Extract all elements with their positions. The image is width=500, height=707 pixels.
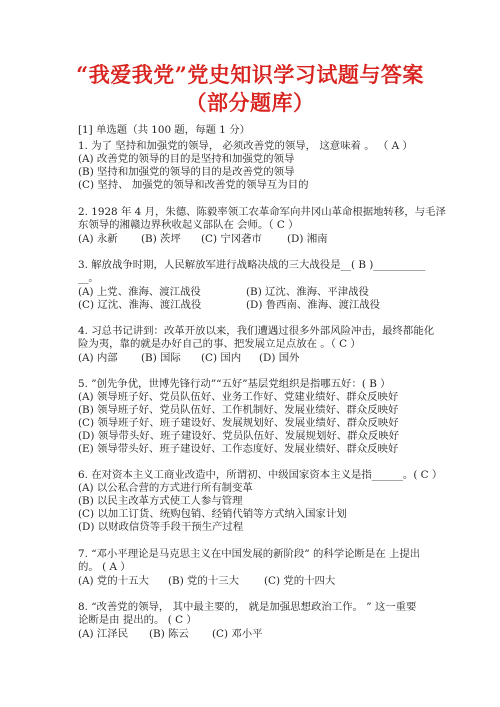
question-8-option-a: (A) 江泽民 <box>78 628 129 640</box>
question-2-text-cont: 东领导的湘赣边界秋收起义部队在 会师。（ C ） <box>78 219 299 231</box>
question-3-text-cont: __。 <box>78 272 99 284</box>
question-8-option-c: (C) 邓小平 <box>212 628 263 640</box>
question-4-option-b: (B) 国际 <box>141 352 181 364</box>
question-1-option-b: (B) 坚持和加强党的领导的目的是改善党的领导 <box>78 166 295 178</box>
question-5-option-b: (B) 领导班子好、党员队伍好、工作机制好、发展业绩好、群众反映好 <box>78 404 399 416</box>
question-7-option-c: (C) 党的十四大 <box>264 575 336 587</box>
question-4-option-c: (C) 国内 <box>201 352 242 364</box>
question-8-text-cont: 论断是由 提出的。 ( C ） <box>78 614 197 626</box>
question-4-option-a: (A) 内部 <box>78 352 118 364</box>
question-2-text: 2. 1928 年 4 月，朱德、陈毅率领工农革命军向井冈山革命根据地转移，与毛泽 <box>78 206 446 218</box>
question-5-text: 5. ”创先争优，世博先锋行动”“五好”基层党组织是指哪五好：( B ） <box>78 378 391 390</box>
question-2-option-d: (D) 湘南 <box>287 233 328 245</box>
question-3-option-b: (B) 辽沈、淮海、平津战役 <box>246 286 369 298</box>
question-2-option-b: (B) 茨坪 <box>141 233 181 245</box>
question-4-text-cont: 险为夷，靠的就是办好自己的事、把发展立足点放在 。（ C ） <box>78 338 361 350</box>
question-7-option-a: (A) 党的十五大 <box>78 575 149 587</box>
question-3-text: 3. 解放战争时期，人民解放军进行战略决战的三大战役是__( B )__________ <box>78 259 426 271</box>
question-3-option-c: (C) 辽沈、淮海、渡江战役 <box>78 299 202 311</box>
question-6-option-d: (D) 以财政信贷等手段干预生产过程 <box>78 521 244 533</box>
question-4-text: 4. 习总书记讲到：改革开放以来，我们遭遇过很多外部风险冲击，最终都能化 <box>78 325 435 337</box>
question-1-text: 1. 为了 坚持和加强党的领导， 必须改善党的领导， 这意味着 。 （ A ） <box>78 140 413 152</box>
question-6-option-a: (A) 以公私合营的方式进行所有制变革 <box>78 482 253 494</box>
question-6-option-b: (B) 以民主改革方式使工人参与管理 <box>78 495 243 507</box>
question-5-option-c: (C) 领导班子好、班子建设好、发展规划好、发展业绩好、群众反映好 <box>78 417 399 429</box>
question-2-option-a: (A) 永新 <box>78 233 118 245</box>
document-title: “我爱我党”党史知识学习试题与答案 <box>76 62 424 87</box>
question-8-option-b: (B) 陈云 <box>149 628 189 640</box>
section-heading: [1] 单选题（共 100 题，每题 1 分） <box>78 124 250 136</box>
question-6-text: 6. 在对资本主义工商业改造中，所谓初、中级国家资本主义是指______。( C ） <box>78 469 443 481</box>
question-5-option-a: (A) 领导班子好、党员队伍好、业务工作好、党建业绩好、群众反映好 <box>78 391 399 403</box>
question-7-text-cont: 的。 ( A ） <box>78 561 131 573</box>
question-5-option-d: (D) 领导带头好、班子建设好、党员队伍好、发展规划好、群众反映好 <box>78 430 400 442</box>
document-subtitle: （部分题库） <box>185 90 315 115</box>
question-7-option-b: (B) 党的十三大 <box>168 575 239 587</box>
question-3-option-a: (A) 上党、淮海、渡江战役 <box>78 286 201 298</box>
question-6-option-c: (C) 以加工订货、统购包销、经销代销等方式纳入国家计划 <box>78 508 347 520</box>
question-2-option-c: (C) 宁冈砻市 <box>201 233 262 245</box>
question-1-option-c: (C) 坚持、 加强党的领导和改善党的领导互为目的 <box>78 179 309 191</box>
question-4-option-d: (D) 国外 <box>259 352 300 364</box>
question-7-text: 7. “邓小平理论是马克思主义在中国发展的新阶段” 的科学论断是在 上提出 <box>78 548 421 560</box>
question-1-option-a: (A) 改善党的领导的目的是坚持和加强党的领导 <box>78 153 295 165</box>
question-8-text: 8. “改善党的领导， 其中最主要的， 就是加强思想政治工作。 ” 这一重要 <box>78 601 417 613</box>
question-5-option-e: (E) 领导带头好、班子建设好、工作态度好、发展业绩好、群众反映好 <box>78 443 399 455</box>
question-3-option-d: (D) 鲁西南、淮海、渡江战役 <box>246 299 381 311</box>
